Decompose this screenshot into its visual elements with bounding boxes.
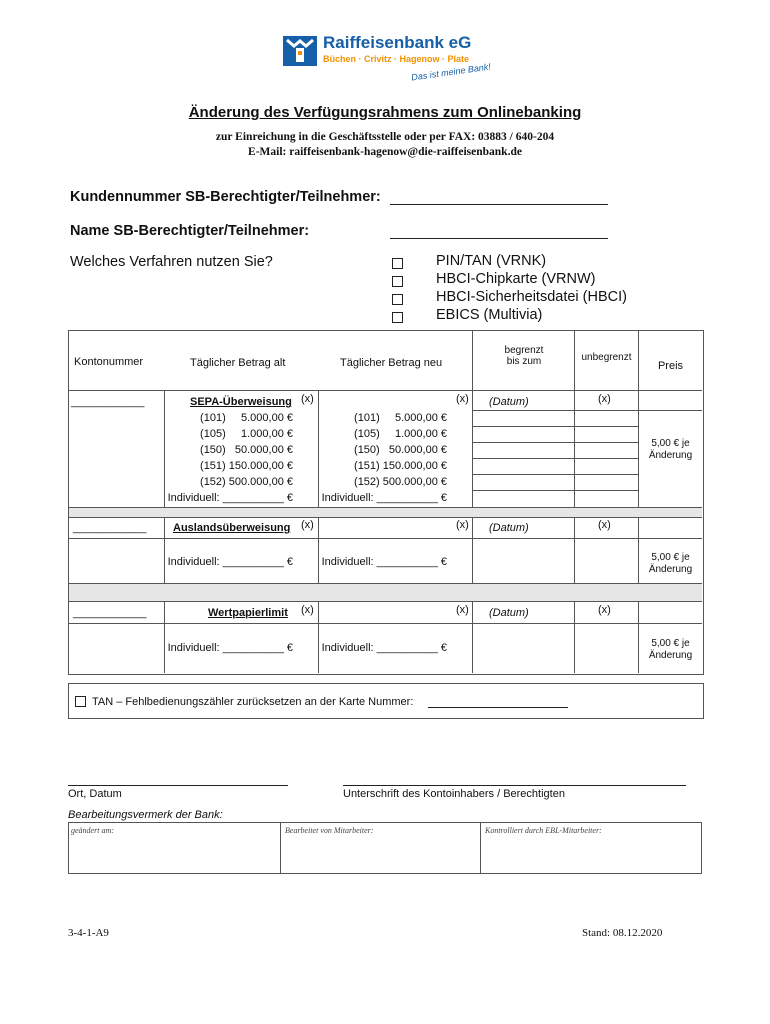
brand-locations: Büchen · Crivitz · Hagenow · Plate	[323, 54, 470, 64]
wertpapier-alt-individuell[interactable]: Individuell: __________ €	[167, 642, 293, 654]
logo	[283, 33, 492, 83]
header-begrenzt: begrenzt	[504, 345, 544, 356]
bank-note-title: Bearbeitungsvermerk der Bank:	[68, 809, 223, 821]
sepa-mark-neu[interactable]: (x)	[456, 393, 469, 405]
wertpapier-mark-neu[interactable]: (x)	[456, 604, 469, 616]
wertpapier-konto-input[interactable]: ____________	[73, 607, 147, 619]
sepa-price-line1: 5,00 € je	[651, 438, 690, 449]
checkbox-tan-reset[interactable]	[75, 696, 86, 707]
ausland-datum[interactable]: (Datum)	[489, 522, 529, 534]
wertpapier-label: Wertpapierlimit	[208, 607, 288, 619]
verfahren-question: Welches Verfahren nutzen Sie?	[70, 254, 273, 270]
page-title: Änderung des Verfügungsrahmens zum Onlinebanking	[188, 104, 582, 121]
ort-datum-label: Ort, Datum	[68, 788, 122, 800]
wertpapier-price-line2: Änderung	[648, 650, 693, 661]
checkbox-sicherheitsdatei[interactable]	[392, 294, 403, 305]
wertpapier-price-line1: 5,00 € je	[651, 638, 690, 649]
header-betrag-alt: Täglicher Betrag alt	[190, 357, 286, 369]
geaendert-am-label: geändert am:	[71, 826, 114, 835]
sepa-neu-152[interactable]: (152) 500.000,00 €	[354, 476, 447, 488]
kundennummer-label: Kundennummer SB-Berechtigter/Teilnehmer:	[70, 189, 381, 205]
header-betrag-neu: Täglicher Betrag neu	[340, 357, 443, 369]
karten-nummer-input[interactable]	[428, 707, 568, 708]
header-kontonummer: Kontonummer	[74, 356, 144, 368]
header-bis-zum: bis zum	[506, 356, 542, 367]
form-stand: Stand: 08.12.2020	[582, 927, 663, 939]
kundennummer-input[interactable]	[390, 204, 608, 205]
ausland-mark-alt[interactable]: (x)	[301, 519, 314, 531]
name-input[interactable]	[390, 238, 608, 239]
unterschrift-input[interactable]	[343, 785, 686, 786]
checkbox-chipkarte[interactable]	[392, 276, 403, 287]
ausland-label: Auslandsüberweisung	[173, 522, 291, 534]
wertpapier-mark-alt[interactable]: (x)	[301, 604, 314, 616]
sepa-neu-individuell[interactable]: Individuell: __________ €	[321, 492, 447, 504]
checkbox-ebics[interactable]	[392, 312, 403, 323]
option-chipkarte: HBCI-Chipkarte (VRNW)	[436, 271, 596, 287]
ausland-konto-input[interactable]: ____________	[73, 522, 147, 534]
sepa-neu-105[interactable]: (105) 1.000,00 €	[354, 428, 447, 440]
name-label: Name SB-Berechtigter/Teilnehmer:	[70, 223, 310, 239]
separator-band	[69, 583, 702, 601]
ausland-price-line2: Änderung	[648, 564, 693, 575]
option-pintan: PIN/TAN (VRNK)	[436, 253, 547, 269]
sepa-konto-input[interactable]: ____________	[71, 396, 145, 408]
sepa-mark-alt[interactable]: (x)	[301, 393, 314, 405]
sepa-neu-150[interactable]: (150) 50.000,00 €	[354, 444, 447, 456]
unterschrift-label: Unterschrift des Kontoinhabers / Berechtigten	[343, 788, 565, 800]
ausland-mark-unbegrenzt[interactable]: (x)	[598, 519, 611, 531]
wertpapier-datum[interactable]: (Datum)	[489, 607, 529, 619]
sepa-alt-101[interactable]: (101) 5.000,00 €	[200, 412, 293, 424]
header-preis: Preis	[657, 360, 684, 372]
sepa-datum[interactable]: (Datum)	[489, 396, 529, 408]
raiffeisen-logo-icon	[283, 36, 317, 66]
sepa-alt-152[interactable]: (152) 500.000,00 €	[200, 476, 293, 488]
subtitle-fax: zur Einreichung in die Geschäftsstelle oder per FAX: 03883 / 640-204	[215, 131, 555, 143]
ort-datum-input[interactable]	[68, 785, 288, 786]
kontrolliert-durch-label: Kontrolliert durch EBL-Mitarbeiter:	[485, 826, 602, 835]
sepa-alt-105[interactable]: (105) 1.000,00 €	[200, 428, 293, 440]
sepa-mark-unbegrenzt[interactable]: (x)	[598, 393, 611, 405]
form-code: 3-4-1-A9	[68, 927, 109, 939]
sepa-alt-150[interactable]: (150) 50.000,00 €	[200, 444, 293, 456]
sepa-price-line2: Änderung	[648, 450, 693, 461]
ausland-alt-individuell[interactable]: Individuell: __________ €	[167, 556, 293, 568]
ausland-mark-neu[interactable]: (x)	[456, 519, 469, 531]
sepa-label: SEPA-Überweisung	[190, 396, 292, 408]
ausland-price-line1: 5,00 € je	[651, 552, 690, 563]
sepa-neu-101[interactable]: (101) 5.000,00 €	[354, 412, 447, 424]
wertpapier-neu-individuell[interactable]: Individuell: __________ €	[321, 642, 447, 654]
option-sicherheitsdatei: HBCI-Sicherheitsdatei (HBCI)	[436, 289, 627, 305]
sepa-alt-individuell[interactable]: Individuell: __________ €	[167, 492, 293, 504]
separator-band	[69, 507, 702, 517]
wertpapier-mark-unbegrenzt[interactable]: (x)	[598, 604, 611, 616]
tan-reset-label: TAN – Fehlbedienungszähler zurücksetzen an der Karte Nummer:	[92, 696, 414, 708]
ausland-neu-individuell[interactable]: Individuell: __________ €	[321, 556, 447, 568]
sepa-alt-151[interactable]: (151) 150.000,00 €	[200, 460, 293, 472]
checkbox-pintan[interactable]	[392, 258, 403, 269]
brand-name: Raiffeisenbank eG	[323, 33, 472, 52]
bearbeitet-von-label: Bearbeitet von Mitarbeiter:	[285, 826, 374, 835]
sepa-neu-151[interactable]: (151) 150.000,00 €	[354, 460, 447, 472]
brand-slogan: Das ist meine Bank!	[410, 61, 492, 83]
option-ebics: EBICS (Multivia)	[436, 307, 543, 323]
bank-note-box	[68, 822, 702, 874]
subtitle-email: E-Mail: raiffeisenbank-hagenow@die-raiffeisenbank.de	[248, 146, 522, 158]
header-unbegrenzt: unbegrenzt	[581, 352, 632, 363]
